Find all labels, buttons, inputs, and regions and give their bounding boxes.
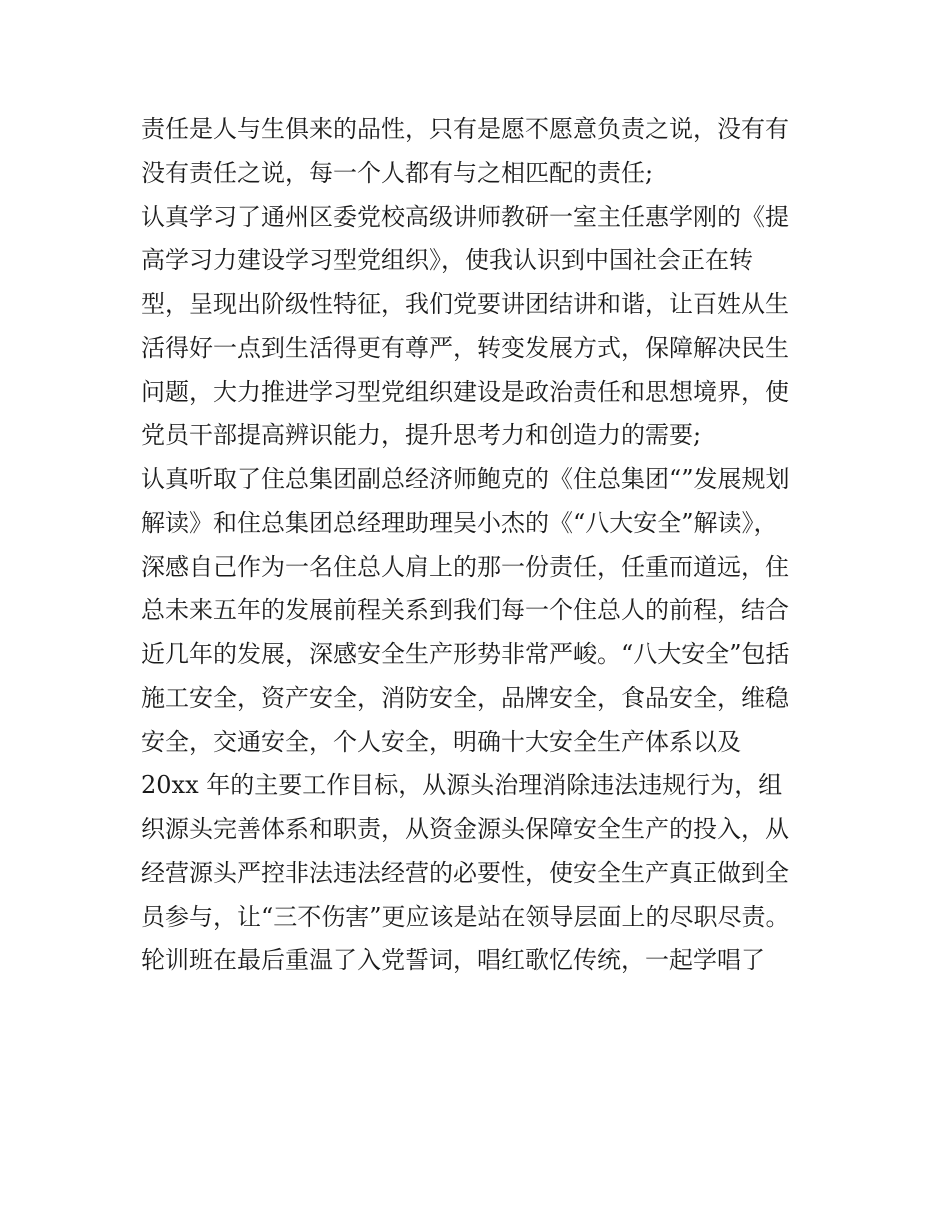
text-line: 责任是人与生俱来的品性，只有是愿不愿意负责之说，没有有 xyxy=(141,115,789,143)
text-line: 安全，交通安全，个人安全，明确十大安全生产体系以及 xyxy=(141,727,741,756)
text-line: 总未来五年的发展前程关系到我们每一个住总人的前程，结合 xyxy=(141,596,789,625)
text-line: 施工安全，资产安全，消防安全，品牌安全，食品安全，维稳 xyxy=(141,683,789,712)
text-line: 活得好一点到生活得更有尊严，转变发展方式，保障解决民生 xyxy=(141,333,789,362)
text-line: 经营源头严控非法违法经营的必要性，使安全生产真正做到全 xyxy=(141,858,789,887)
text-line: 认真听取了住总集团副总经济师鲍克的《住总集团“”发展规划 xyxy=(141,465,790,493)
text-line: 深感自己作为一名住总人肩上的那一份责任，任重而道远，住 xyxy=(141,552,789,581)
text-line: 型，呈现出阶级性特征，我们党要讲团结讲和谐，让百姓从生 xyxy=(141,290,789,318)
text-line: 解读》和住总集团总经理助理吴小杰的《“八大安全”解读》， xyxy=(141,508,778,537)
text-line: 问题，大力推进学习型党组织建设是政治责任和思想境界，使 xyxy=(141,377,789,406)
text-line: 织源头完善体系和职责，从资金源头保障安全生产的投入，从 xyxy=(141,815,789,843)
text-line: 认真学习了通州区委党校高级讲师教研一室主任惠学刚的《提 xyxy=(141,202,789,231)
text-line: 党员干部提高辨识能力，提升思考力和创造力的需要; xyxy=(141,421,702,450)
text-line: 没有责任之说，每一个人都有与之相匹配的责任; xyxy=(141,158,654,187)
text-line: 轮训班在最后重温了入党誓词，唱红歌忆传统，一起学唱了 xyxy=(141,946,765,975)
body-text xyxy=(141,108,821,983)
text-line: 高学习力建设学习型党组织》，使我认识到中国社会正在转 xyxy=(141,246,753,275)
text-line: 近几年的发展，深感安全生产形势非常严峻。“八大安全”包括 xyxy=(141,640,790,668)
text-line: 员参与，让“三不伤害”更应该是站在领导层面上的尽职尽责。 xyxy=(141,902,790,931)
text-line: 20xx 年的主要工作目标，从源头治理消除违法违规行为，组 xyxy=(141,771,783,800)
